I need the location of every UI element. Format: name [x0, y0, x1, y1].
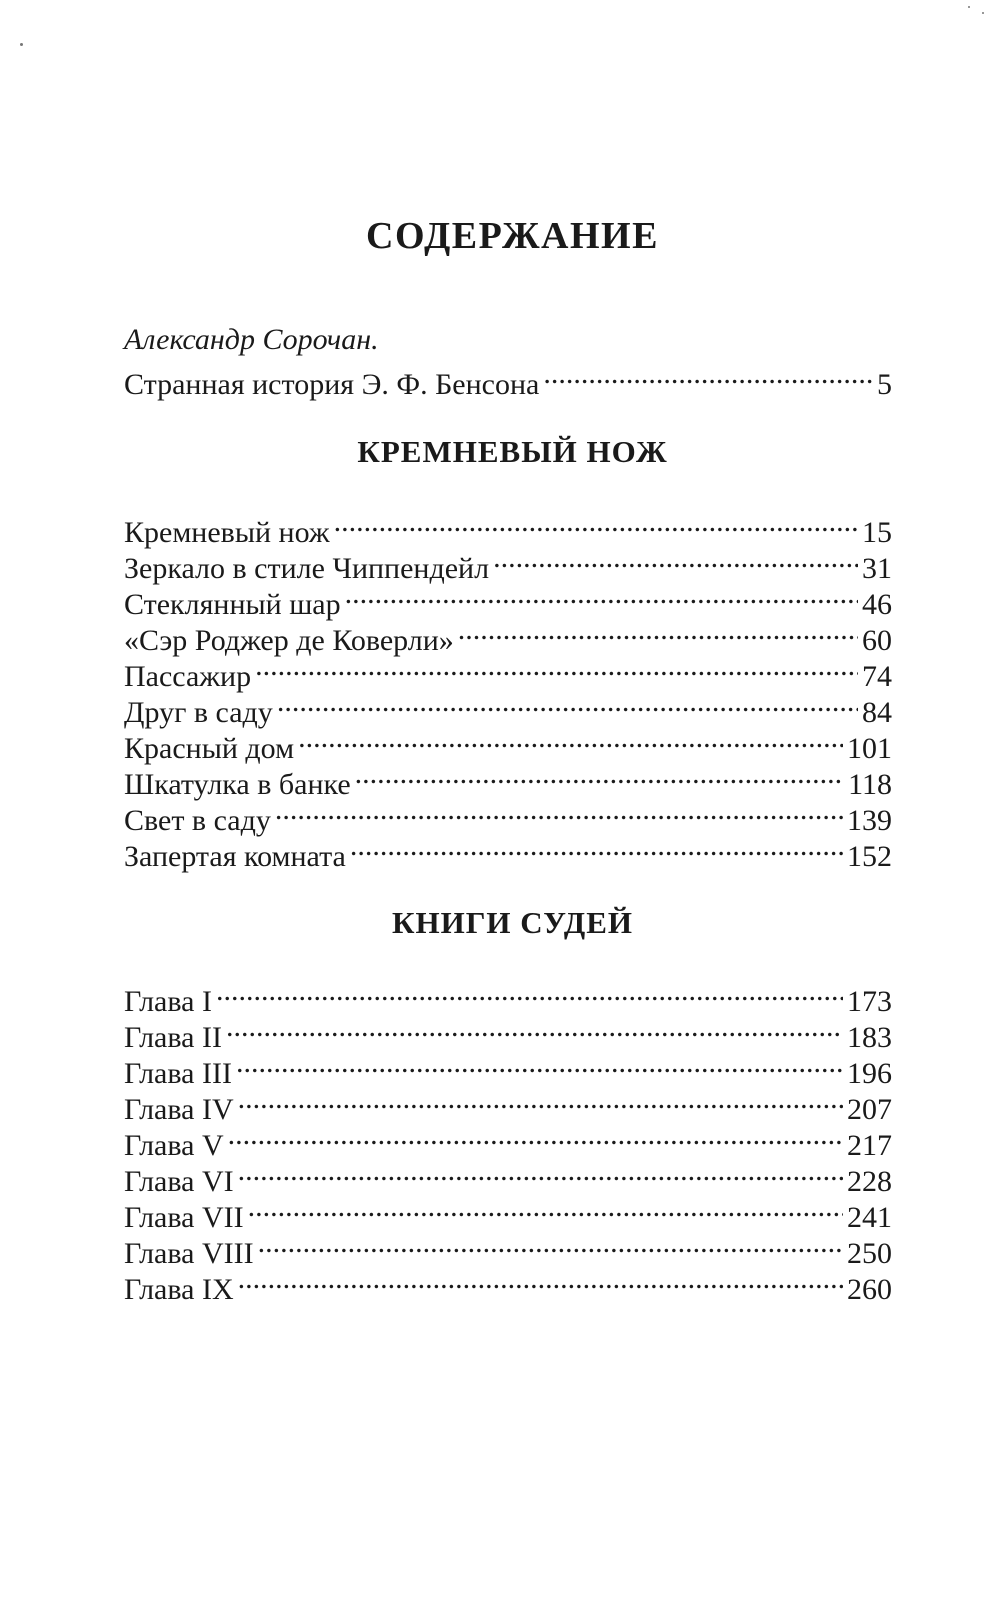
toc-entry-page: 260 [847, 1273, 892, 1306]
toc-entry-label: Глава IV [124, 1093, 234, 1126]
section-list [124, 506, 892, 873]
scan-speck [982, 12, 984, 14]
toc-entry-label: Странная история Э. Ф. Бенсона [124, 368, 540, 401]
scan-speck [20, 43, 23, 46]
toc-entry-label: Красный дом [124, 732, 295, 765]
toc-entry-label: «Сэр Роджер де Коверли» [124, 624, 454, 657]
dot-leader [255, 650, 858, 686]
toc-entry-page: 60 [862, 624, 892, 657]
toc-entry-label: Глава VIII [124, 1237, 254, 1270]
dot-leader [228, 1119, 843, 1155]
toc-entry[interactable] [124, 358, 892, 401]
dot-leader [350, 830, 843, 866]
toc-entry-label: Глава II [124, 1021, 222, 1054]
toc-entry-page: 46 [862, 588, 892, 621]
dot-leader [216, 975, 843, 1011]
toc-entry-label: Зеркало в стиле Чиппендейл [124, 552, 490, 585]
toc-entry[interactable] [124, 1119, 892, 1162]
dot-leader [248, 1191, 843, 1227]
dot-leader [543, 358, 873, 394]
dot-leader [345, 578, 858, 614]
toc-entry-label: Глава III [124, 1057, 232, 1090]
toc-entry-page: 84 [862, 696, 892, 729]
toc-entry-page: 207 [847, 1093, 892, 1126]
dot-leader [334, 506, 858, 542]
toc-entry[interactable] [124, 975, 892, 1018]
toc-entry-page: 139 [847, 804, 892, 837]
dot-leader [493, 542, 858, 578]
preface-author: Александр Сорочан. [124, 323, 379, 356]
toc-entry-page: 173 [847, 985, 892, 1018]
toc-entry[interactable] [124, 506, 892, 549]
toc-entry-page: 183 [847, 1021, 892, 1054]
toc-entry-label: Шкатулка в банке [124, 768, 351, 801]
toc-entry-label: Друг в саду [124, 696, 273, 729]
dot-leader [236, 1047, 843, 1083]
dot-leader [238, 1155, 843, 1191]
toc-entry-page: 152 [847, 840, 892, 873]
toc-entry[interactable] [124, 1263, 892, 1306]
toc-entry-page: 241 [847, 1201, 892, 1234]
section-title: КРЕМНЕВЫЙ НОЖ [357, 434, 668, 469]
toc-entry-page: 74 [862, 660, 892, 693]
toc-entry-page: 15 [862, 516, 892, 549]
dot-leader [355, 758, 844, 794]
toc-entry-label: Глава I [124, 985, 212, 1018]
toc-entry-label: Запертая комната [124, 840, 346, 873]
dot-leader [275, 794, 843, 830]
scan-speck [968, 6, 970, 8]
section-list [124, 975, 892, 1306]
toc-entry-label: Стеклянный шар [124, 588, 341, 621]
toc-entry-page: 250 [847, 1237, 892, 1270]
toc-entry-label: Кремневый нож [124, 516, 330, 549]
dot-leader [298, 722, 843, 758]
toc-entry-page: 31 [862, 552, 892, 585]
dot-leader [458, 614, 858, 650]
toc-entry[interactable] [124, 1155, 892, 1198]
dot-leader [226, 1011, 843, 1047]
toc-entry-label: Свет в саду [124, 804, 271, 837]
dot-leader [258, 1227, 843, 1263]
toc-entry-page: 5 [877, 368, 892, 401]
dot-leader [238, 1083, 843, 1119]
dot-leader [238, 1263, 843, 1299]
toc-entry-page: 196 [847, 1057, 892, 1090]
toc-entry-label: Глава V [124, 1129, 224, 1162]
toc-entry-page: 228 [847, 1165, 892, 1198]
toc-entry-label: Глава VI [124, 1165, 234, 1198]
toc-entry-label: Пассажир [124, 660, 252, 693]
dot-leader [277, 686, 858, 722]
toc-entry-page: 101 [847, 732, 892, 765]
toc-entry-page: 118 [848, 768, 892, 801]
toc-entry-label: Глава VII [124, 1201, 244, 1234]
toc-entry[interactable] [124, 1047, 892, 1090]
toc-entry-page: 217 [847, 1129, 892, 1162]
preface-list [124, 358, 892, 401]
page-title: СОДЕРЖАНИЕ [366, 215, 659, 257]
toc-entry[interactable] [124, 1083, 892, 1126]
toc-entry[interactable] [124, 1011, 892, 1054]
toc-entry-label: Глава IX [124, 1273, 234, 1306]
section-title: КНИГИ СУДЕЙ [391, 905, 633, 940]
toc-entry[interactable] [124, 1191, 892, 1234]
